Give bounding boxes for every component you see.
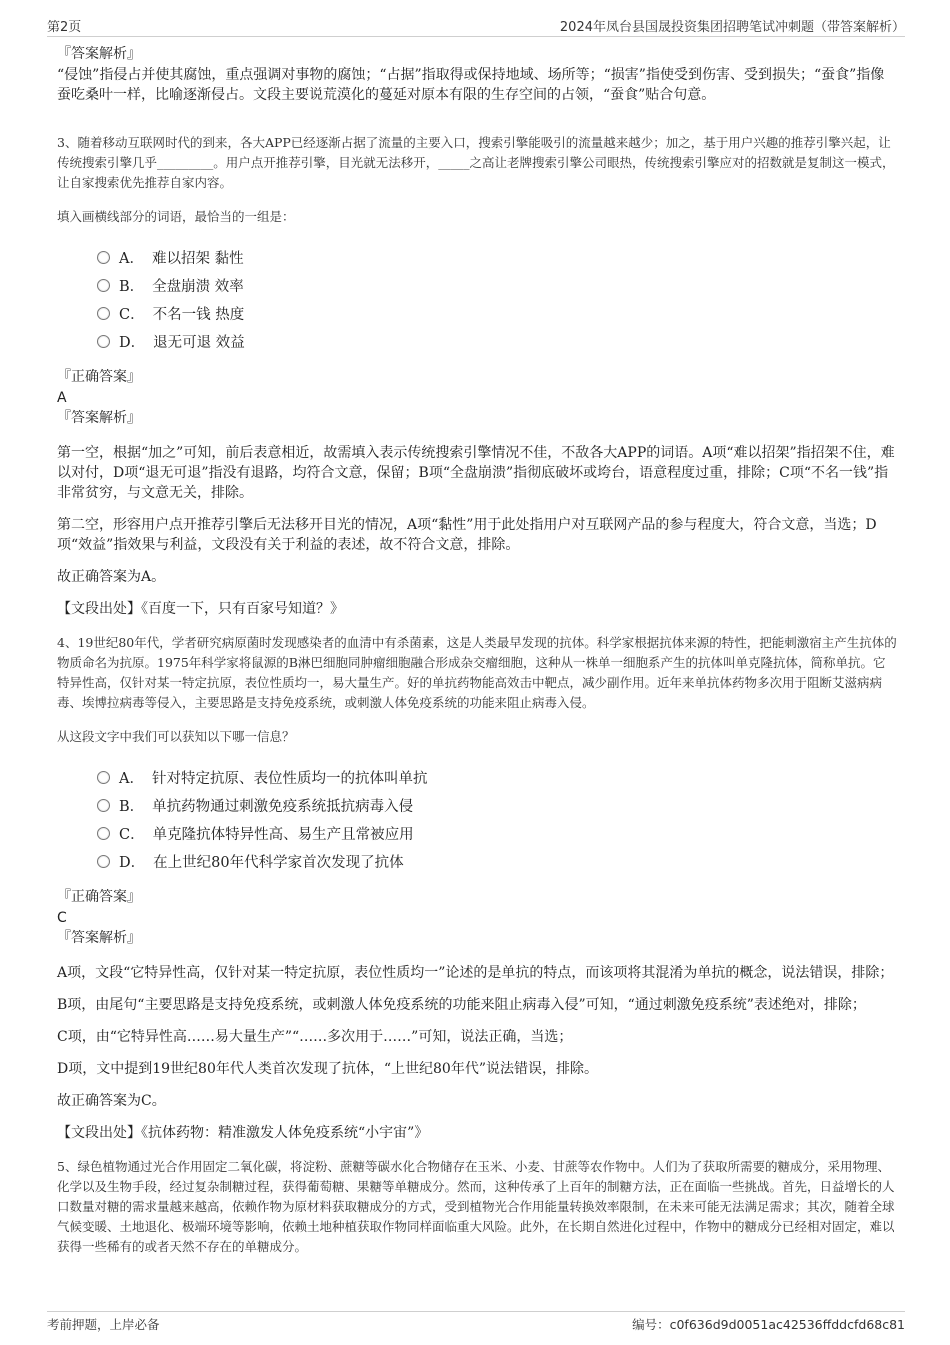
q3-analysis-p3: 故正确答案为A。 [57, 569, 166, 585]
q3-correct-answer: A [57, 390, 67, 406]
page-number: 第2页 [47, 20, 82, 35]
option-key: B． [119, 278, 145, 295]
q4-prompt: 从这段文字中我们可以获知以下哪一信息？ [57, 729, 295, 744]
q4-correct-label: 『正确答案』 [57, 889, 141, 905]
q3-option-b[interactable] [97, 271, 897, 299]
radio-icon[interactable] [97, 307, 110, 320]
option-key: A． [119, 250, 144, 267]
option-key: A． [119, 770, 144, 787]
q3-option-d[interactable] [97, 327, 897, 355]
q4-options [97, 763, 897, 875]
radio-icon[interactable] [97, 335, 110, 348]
option-key: D． [119, 334, 146, 351]
page-header [47, 14, 905, 37]
q2-analysis-text: “侵蚀”指侵占并使其腐蚀，重点强调对事物的腐蚀；“占据”指取得或保持地域、场所等；“损害”指使受到伤害、受到损失；“蚕食”指像蚕吃桑叶一样，比喻逐渐侵占。文段主要说荒漠化的蔓延对原本有限的生存空间的占领，“蚕食”贴合句意。 [57, 67, 885, 103]
option-text: 不名一钱 热度 [152, 306, 245, 323]
page-footer [47, 1311, 905, 1334]
q3-source: 【文段出处】《百度一下，只有百家号知道？》 [57, 601, 344, 617]
q4-question: 4、19世纪80年代，学者研究病原菌时发现感染者的血清中有杀菌素，这是人类最早发现的抗体。科学家根据抗体来源的特性，把能刺激宿主产生抗体的物质命名为抗原。1975年科学家将鼠源的B淋巴细胞同肿瘤细胞融合形成杂交瘤细胞，这种从一株单一细胞系产生的抗体叫单克隆抗体，简称单抗。它特异性高，仅针对某一特定抗原，表位性质均一，易大量生产。好的单抗药物能高效击中靶点，减少副作用。近年来单抗体药物多次用于阻断艾滋病病毒、埃博拉病毒等侵入，主要思路是支持免疫系统，或刺激人体免疫系统的功能来阻止病毒入侵。 [57, 635, 897, 710]
q4-analysis-label: 『答案解析』 [57, 930, 141, 946]
q4-analysis-p5: 故正确答案为C。 [57, 1093, 166, 1109]
option-text: 单克隆抗体特异性高、易生产且常被应用 [152, 826, 414, 843]
q4-option-b[interactable] [97, 791, 897, 819]
q3-question: 3、随着移动互联网时代的到来，各大APP已经逐渐占据了流量的主要入口，搜索引擎能吸引的流量越来越少；加之，基于用户兴趣的推荐引擎兴起，让传统搜索引擎几乎_________。用户点开推荐引擎，目光就无法移开，_____之高让老牌搜索引擎公司眼热，传统搜索引擎应对的招数就是复制这一模式，让自家搜索优先推荐自家内容。 [57, 135, 895, 190]
option-key: D． [119, 854, 146, 871]
radio-icon[interactable] [97, 771, 110, 784]
radio-icon[interactable] [97, 251, 110, 264]
q3-correct-label: 『正确答案』 [57, 369, 141, 385]
q4-correct-answer: C [57, 910, 67, 926]
q4-analysis-p3: C项，由“它特异性高……易大量生产”“……多次用于……”可知，说法正确，当选； [57, 1029, 573, 1045]
option-key: C． [119, 306, 145, 323]
q4-analysis-p2: B项，由尾句“主要思路是支持免疫系统，或刺激人体免疫系统的功能来阻止病毒入侵”可知，“通过刺激免疫系统”表述绝对，排除； [57, 997, 866, 1013]
q3-option-a[interactable] [97, 243, 897, 271]
q3-options [97, 243, 897, 355]
q4-option-c[interactable] [97, 819, 897, 847]
q4-source: 【文段出处】《抗体药物：精准激发人体免疫系统“小宇宙”》 [57, 1125, 429, 1141]
radio-icon[interactable] [97, 279, 110, 292]
q4-option-d[interactable] [97, 847, 897, 875]
option-text: 全盘崩溃 效率 [152, 278, 244, 295]
option-key: C． [119, 826, 145, 843]
q3-prompt: 填入画横线部分的词语，最恰当的一组是： [57, 209, 295, 224]
radio-icon[interactable] [97, 827, 110, 840]
q3-option-c[interactable] [97, 299, 897, 327]
option-text: 针对特定抗原、表位性质均一的抗体叫单抗 [151, 770, 428, 787]
footer-slogan: 考前押题，上岸必备 [47, 1317, 160, 1332]
option-text: 难以招架 黏性 [151, 250, 244, 267]
document-body [57, 44, 897, 1257]
q4-option-a[interactable] [97, 763, 897, 791]
option-key: B． [119, 798, 145, 815]
q4-analysis-p1: A项，文段“它特异性高，仅针对某一特定抗原，表位性质均一”论述的是单抗的特点，而该项将其混淆为单抗的概念，说法错误，排除； [57, 965, 894, 981]
q3-analysis-p1: 第一空，根据“加之”可知，前后表意相近，故需填入表示传统搜索引擎情况不佳，不敌各大APP的词语。A项“难以招架”指招架不住，难以对付，D项“退无可退”指没有退路，均符合文意，保留；B项“全盘崩溃”指彻底破坏或垮台，语意程度过重，排除；C项“不名一钱”指非常贫穷，与文意无关，排除。 [57, 445, 895, 501]
q3-analysis-p2: 第二空，形容用户点开推荐引擎后无法移开目光的情况，A项“黏性”用于此处指用户对互联网产品的参与程度大，符合文意，当选；D项“效益”指效果与利益，文段没有关于利益的表述，故不符合文意，排除。 [57, 517, 877, 553]
radio-icon[interactable] [97, 799, 110, 812]
document-title: 2024年凤台县国晟投资集团招聘笔试冲刺题（带答案解析） [559, 20, 905, 35]
radio-icon[interactable] [97, 855, 110, 868]
option-text: 退无可退 效益 [153, 334, 245, 351]
option-text: 单抗药物通过刺激免疫系统抵抗病毒入侵 [152, 798, 414, 815]
option-text: 在上世纪80年代科学家首次发现了抗体 [153, 854, 404, 871]
q3-analysis-label: 『答案解析』 [57, 410, 141, 426]
q2-analysis-label: 『答案解析』 [57, 46, 141, 62]
document-code: 编号：c0f636d9d0051ac42536ffddcfd68c81 [632, 1317, 905, 1332]
q5-question: 5、绿色植物通过光合作用固定二氧化碳，将淀粉、蔗糖等碳水化合物储存在玉米、小麦、甘蔗等农作物中。人们为了获取所需要的糖成分，采用物理、化学以及生物手段，经过复杂制糖过程，获得葡萄糖、果糖等单糖成分。然而，这种传承了上百年的制糖方法，正在面临一些挑战。首先，日益增长的人口数量对糖的需求量越来越高，依赖作物为原材料获取糖成分的方式，受到植物光合作用能量转换效率限制，在未来可能无法满足需求；其次，随着全球气候变暖、土地退化、极端环境等影响，依赖土地种植获取作物同样面临重大风险。此外，在长期自然进化过程中，作物中的糖成分已经相对固定，难以获得一些稀有的或者天然不存在的单糖成分。 [57, 1159, 895, 1254]
q4-analysis-p4: D项，文中提到19世纪80年代人类首次发现了抗体，“上世纪80年代”说法错误，排除。 [57, 1061, 598, 1077]
